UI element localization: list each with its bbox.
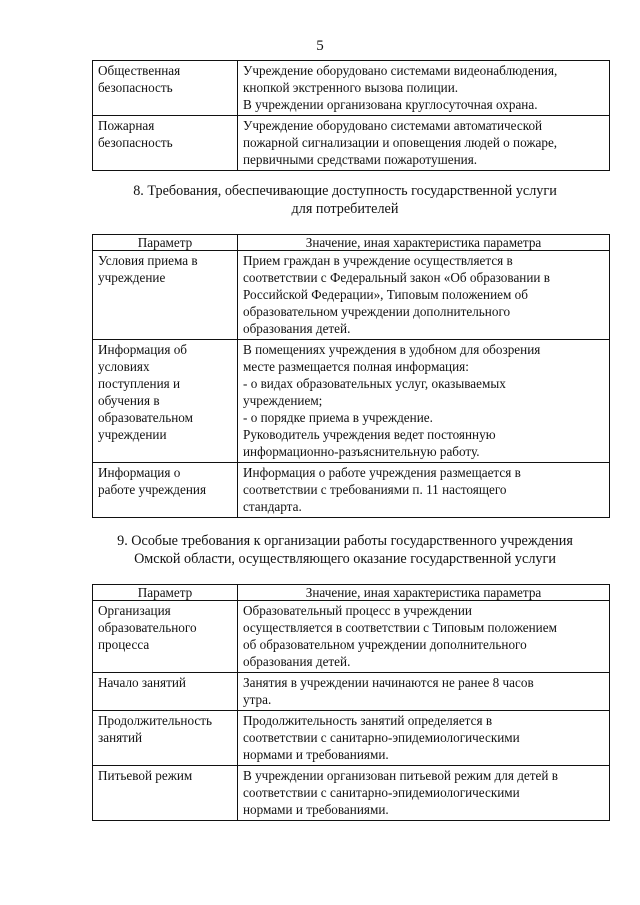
param-cell: Начало занятий [93,673,238,711]
value-cell: Учреждение оборудовано системами видеонаблюдения, кнопкой экстренного вызова полиции. В учреждении организована круглосуточная охрана. [238,61,610,116]
param-cell: Условия приема в учреждение [93,251,238,340]
table-row [93,673,610,711]
table-row [93,601,610,673]
table-row [93,61,610,116]
value-cell: В учреждении организован питьевой режим для детей в соответствии с санитарно-эпидемиологическими нормами и требованиями. [238,766,610,821]
safety-table [92,60,610,171]
organization-table [92,584,610,821]
table-row [93,463,610,518]
value-cell: Учреждение оборудовано системами автоматической пожарной сигнализации и оповещения людей о пожаре, первичными средствами пожаротушения. [238,116,610,171]
value-cell: Занятия в учреждении начинаются не ранее 8 часов утра. [238,673,610,711]
param-cell: Продолжительность занятий [93,711,238,766]
section-9-heading: 9. Особые требования к организации работы государственного учреждения Омской области, осуществляющего оказание государственной услуги [117,533,573,567]
section-8-heading: 8. Требования, обеспечивающие доступность государственной услуги для потребителей [133,183,557,217]
param-cell: Питьевой режим [93,766,238,821]
table-row [93,116,610,171]
column-header-value: Значение, иная характеристика параметра [238,235,610,251]
value-cell: Образовательный процесс в учреждении осуществляется в соответствии с Типовым положением об образовательном учреждении дополнительного образования детей. [238,601,610,673]
accessibility-table [92,234,610,518]
page-number: 5 [316,38,324,54]
param-cell: Организация образовательного процесса [93,601,238,673]
table-header-row [93,585,610,601]
value-cell: Прием граждан в учреждение осуществляется в соответствии с Федеральный закон «Об образовании в Российской Федерации», Типовым положением об образовательном учреждении дополнительного образования детей. [238,251,610,340]
table-row [93,766,610,821]
table-row [93,251,610,340]
column-header-param: Параметр [93,585,238,601]
param-cell: Пожарная безопасность [93,116,238,171]
param-cell: Информация об условиях поступления и обучения в образовательном учреждении [93,340,238,463]
param-cell: Информация о работе учреждения [93,463,238,518]
value-cell: В помещениях учреждения в удобном для обозрения месте размещается полная информация: - о видах образовательных услуг, оказываемых учреждением; - о порядке приема в учреждение. Руководитель учреждения ведет постоянную информационно-разъяснительную работу. [238,340,610,463]
value-cell: Продолжительность занятий определяется в соответствии с санитарно-эпидемиологическими нормами и требованиями. [238,711,610,766]
table-row [93,711,610,766]
table-row [93,340,610,463]
column-header-param: Параметр [93,235,238,251]
table-header-row [93,235,610,251]
value-cell: Информация о работе учреждения размещается в соответствии с требованиями п. 11 настоящего стандарта. [238,463,610,518]
column-header-value: Значение, иная характеристика параметра [238,585,610,601]
param-cell: Общественная безопасность [93,61,238,116]
